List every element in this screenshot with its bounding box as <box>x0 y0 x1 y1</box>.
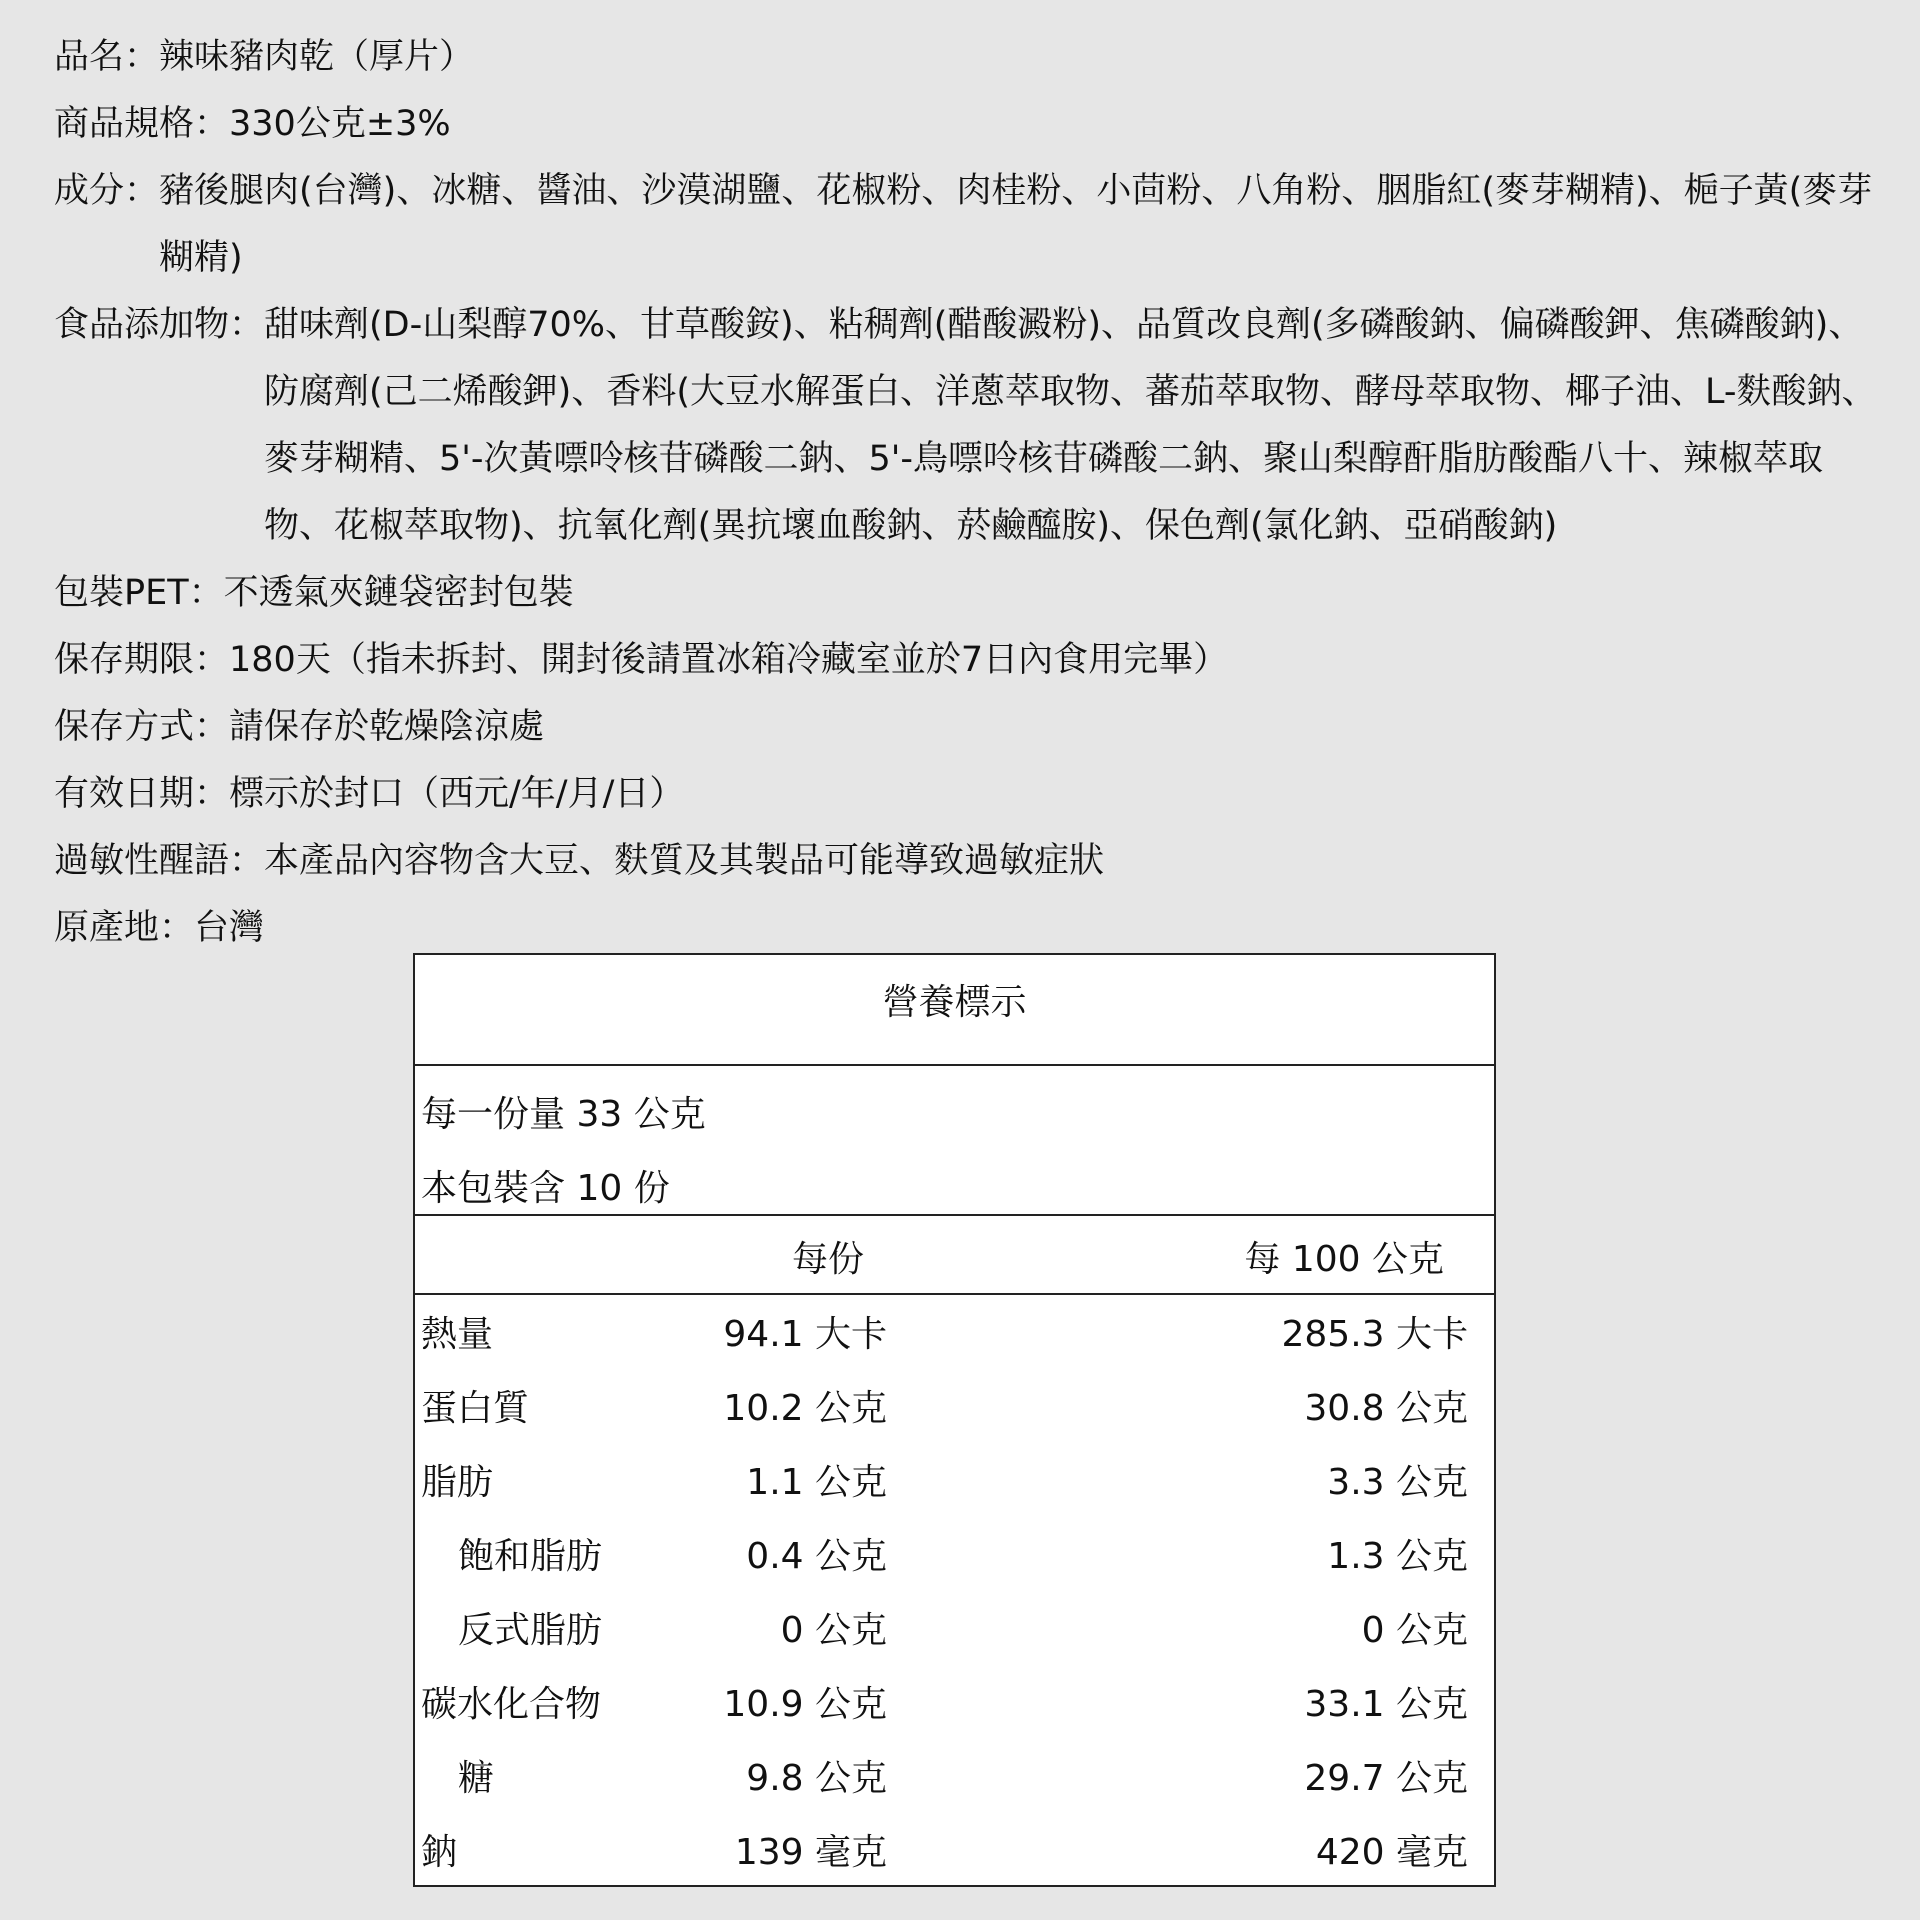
table-row <box>415 1739 1494 1813</box>
shelf-life-value: 180天（指未拆封、開封後請置冰箱冷藏室並於7日內食用完畢） <box>229 640 1229 680</box>
origin-label: 原產地： <box>54 908 195 948</box>
col-per-100g: 每 100 公克 <box>1244 1239 1444 1280</box>
expiry-label: 有效日期： <box>54 774 230 814</box>
ingredients-value: 豬後腿肉(台灣)、冰糖、醬油、沙漠湖鹽、花椒粉、肉桂粉、小茴粉、八角粉、胭脂紅(麥芽糊精)、梔子黃(麥芽糊精) <box>159 171 1873 278</box>
nutrient-name: 熱量 <box>421 1314 494 1355</box>
nutrient-name: 鈉 <box>421 1832 458 1873</box>
per-serving-value: 10.2 公克 <box>723 1388 887 1429</box>
product-name: 辣味豬肉乾（厚片） <box>159 37 475 77</box>
additives-value: 甜味劑(D-山梨醇70%、甘草酸銨)、粘稠劑(醋酸澱粉)、品質改良劑(多磷酸鈉、偏磷酸鉀、焦磷酸鈉)、防腐劑(己二烯酸鉀)、香料(大豆水解蛋白、洋蔥萃取物、蕃茄萃取物、酵母萃取物、椰子油、L-麩酸鈉、麥芽糊精、5'-次黃嘌呤核苷磷酸二鈉、5'-鳥嘌呤核苷磷酸二鈉、聚山梨醇酐脂肪酸酯八十、辣椒萃取物、花椒萃取物)、抗氧化劑(異抗壞血酸鈉、菸鹼醯胺)、保色劑(氯化鈉、亞硝酸鈉) <box>264 305 1877 546</box>
nutrient-name: 脂肪 <box>421 1462 494 1503</box>
expiry-value: 標示於封口（西元/年/月/日） <box>229 774 685 814</box>
origin-value: 台灣 <box>194 908 265 948</box>
per-100g-value: 420 毫克 <box>1315 1832 1468 1873</box>
per-100g-value: 3.3 公克 <box>1327 1462 1468 1503</box>
nutrition-column-header <box>415 1216 1494 1295</box>
col-per-serving: 每份 <box>792 1239 865 1280</box>
allergen-row <box>54 828 1884 895</box>
additives-row <box>54 292 1884 560</box>
shelf-life-label: 保存期限： <box>54 640 230 680</box>
per-serving-value: 94.1 大卡 <box>723 1314 887 1355</box>
table-row <box>415 1813 1494 1887</box>
packaging-value: 不透氣夾鏈袋密封包裝 <box>223 573 574 613</box>
serving-size: 每一份量 33 公克 <box>421 1094 706 1135</box>
additives-label: 食品添加物： <box>54 305 265 345</box>
table-row <box>415 1369 1494 1443</box>
nutrient-name: 反式脂肪 <box>458 1610 603 1651</box>
product-info <box>54 24 1884 962</box>
allergen-value: 本產品內容物含大豆、麩質及其製品可能導致過敏症狀 <box>264 841 1105 881</box>
per-serving-value: 1.1 公克 <box>746 1462 887 1503</box>
per-serving-value: 139 毫克 <box>734 1832 887 1873</box>
packaging-label: 包裝PET： <box>54 573 224 613</box>
nutrient-name: 蛋白質 <box>421 1388 530 1429</box>
expiry-row <box>54 761 1884 828</box>
spec-row <box>54 91 1884 158</box>
nutrient-name: 糖 <box>458 1758 495 1799</box>
origin-row <box>54 895 1884 962</box>
table-row <box>415 1591 1494 1665</box>
nutrition-rows <box>415 1295 1494 1887</box>
storage-label: 保存方式： <box>54 707 230 747</box>
table-row <box>415 1665 1494 1739</box>
per-serving-value: 10.9 公克 <box>723 1684 887 1725</box>
nutrition-title: 營養標示 <box>415 955 1494 1066</box>
ingredients-row <box>54 158 1884 292</box>
storage-row <box>54 694 1884 761</box>
packaging-row <box>54 560 1884 627</box>
per-100g-value: 29.7 公克 <box>1304 1758 1468 1799</box>
ingredients-label: 成分： <box>54 171 160 211</box>
table-row <box>415 1443 1494 1517</box>
product-name-label: 品名： <box>54 37 160 77</box>
per-100g-value: 0 公克 <box>1361 1610 1468 1651</box>
per-100g-value: 30.8 公克 <box>1304 1388 1468 1429</box>
per-100g-value: 1.3 公克 <box>1327 1536 1468 1577</box>
per-100g-value: 285.3 大卡 <box>1281 1314 1468 1355</box>
spec-value: 330公克±3% <box>229 104 451 144</box>
nutrition-table <box>413 953 1496 1887</box>
spec-label: 商品規格： <box>54 104 230 144</box>
per-serving-value: 9.8 公克 <box>746 1758 887 1799</box>
product-name-row <box>54 24 1884 91</box>
per-serving-value: 0.4 公克 <box>746 1536 887 1577</box>
shelf-life-row <box>54 627 1884 694</box>
nutrient-name: 飽和脂肪 <box>458 1536 603 1577</box>
storage-value: 請保存於乾燥陰涼處 <box>229 707 545 747</box>
serving-info <box>415 1066 1494 1216</box>
per-serving-value: 0 公克 <box>780 1610 887 1651</box>
nutrient-name: 碳水化合物 <box>421 1684 602 1725</box>
per-100g-value: 33.1 公克 <box>1304 1684 1468 1725</box>
servings-per-pack: 本包裝含 10 份 <box>421 1168 670 1209</box>
table-row <box>415 1295 1494 1369</box>
table-row <box>415 1517 1494 1591</box>
allergen-label: 過敏性醒語： <box>54 841 265 881</box>
